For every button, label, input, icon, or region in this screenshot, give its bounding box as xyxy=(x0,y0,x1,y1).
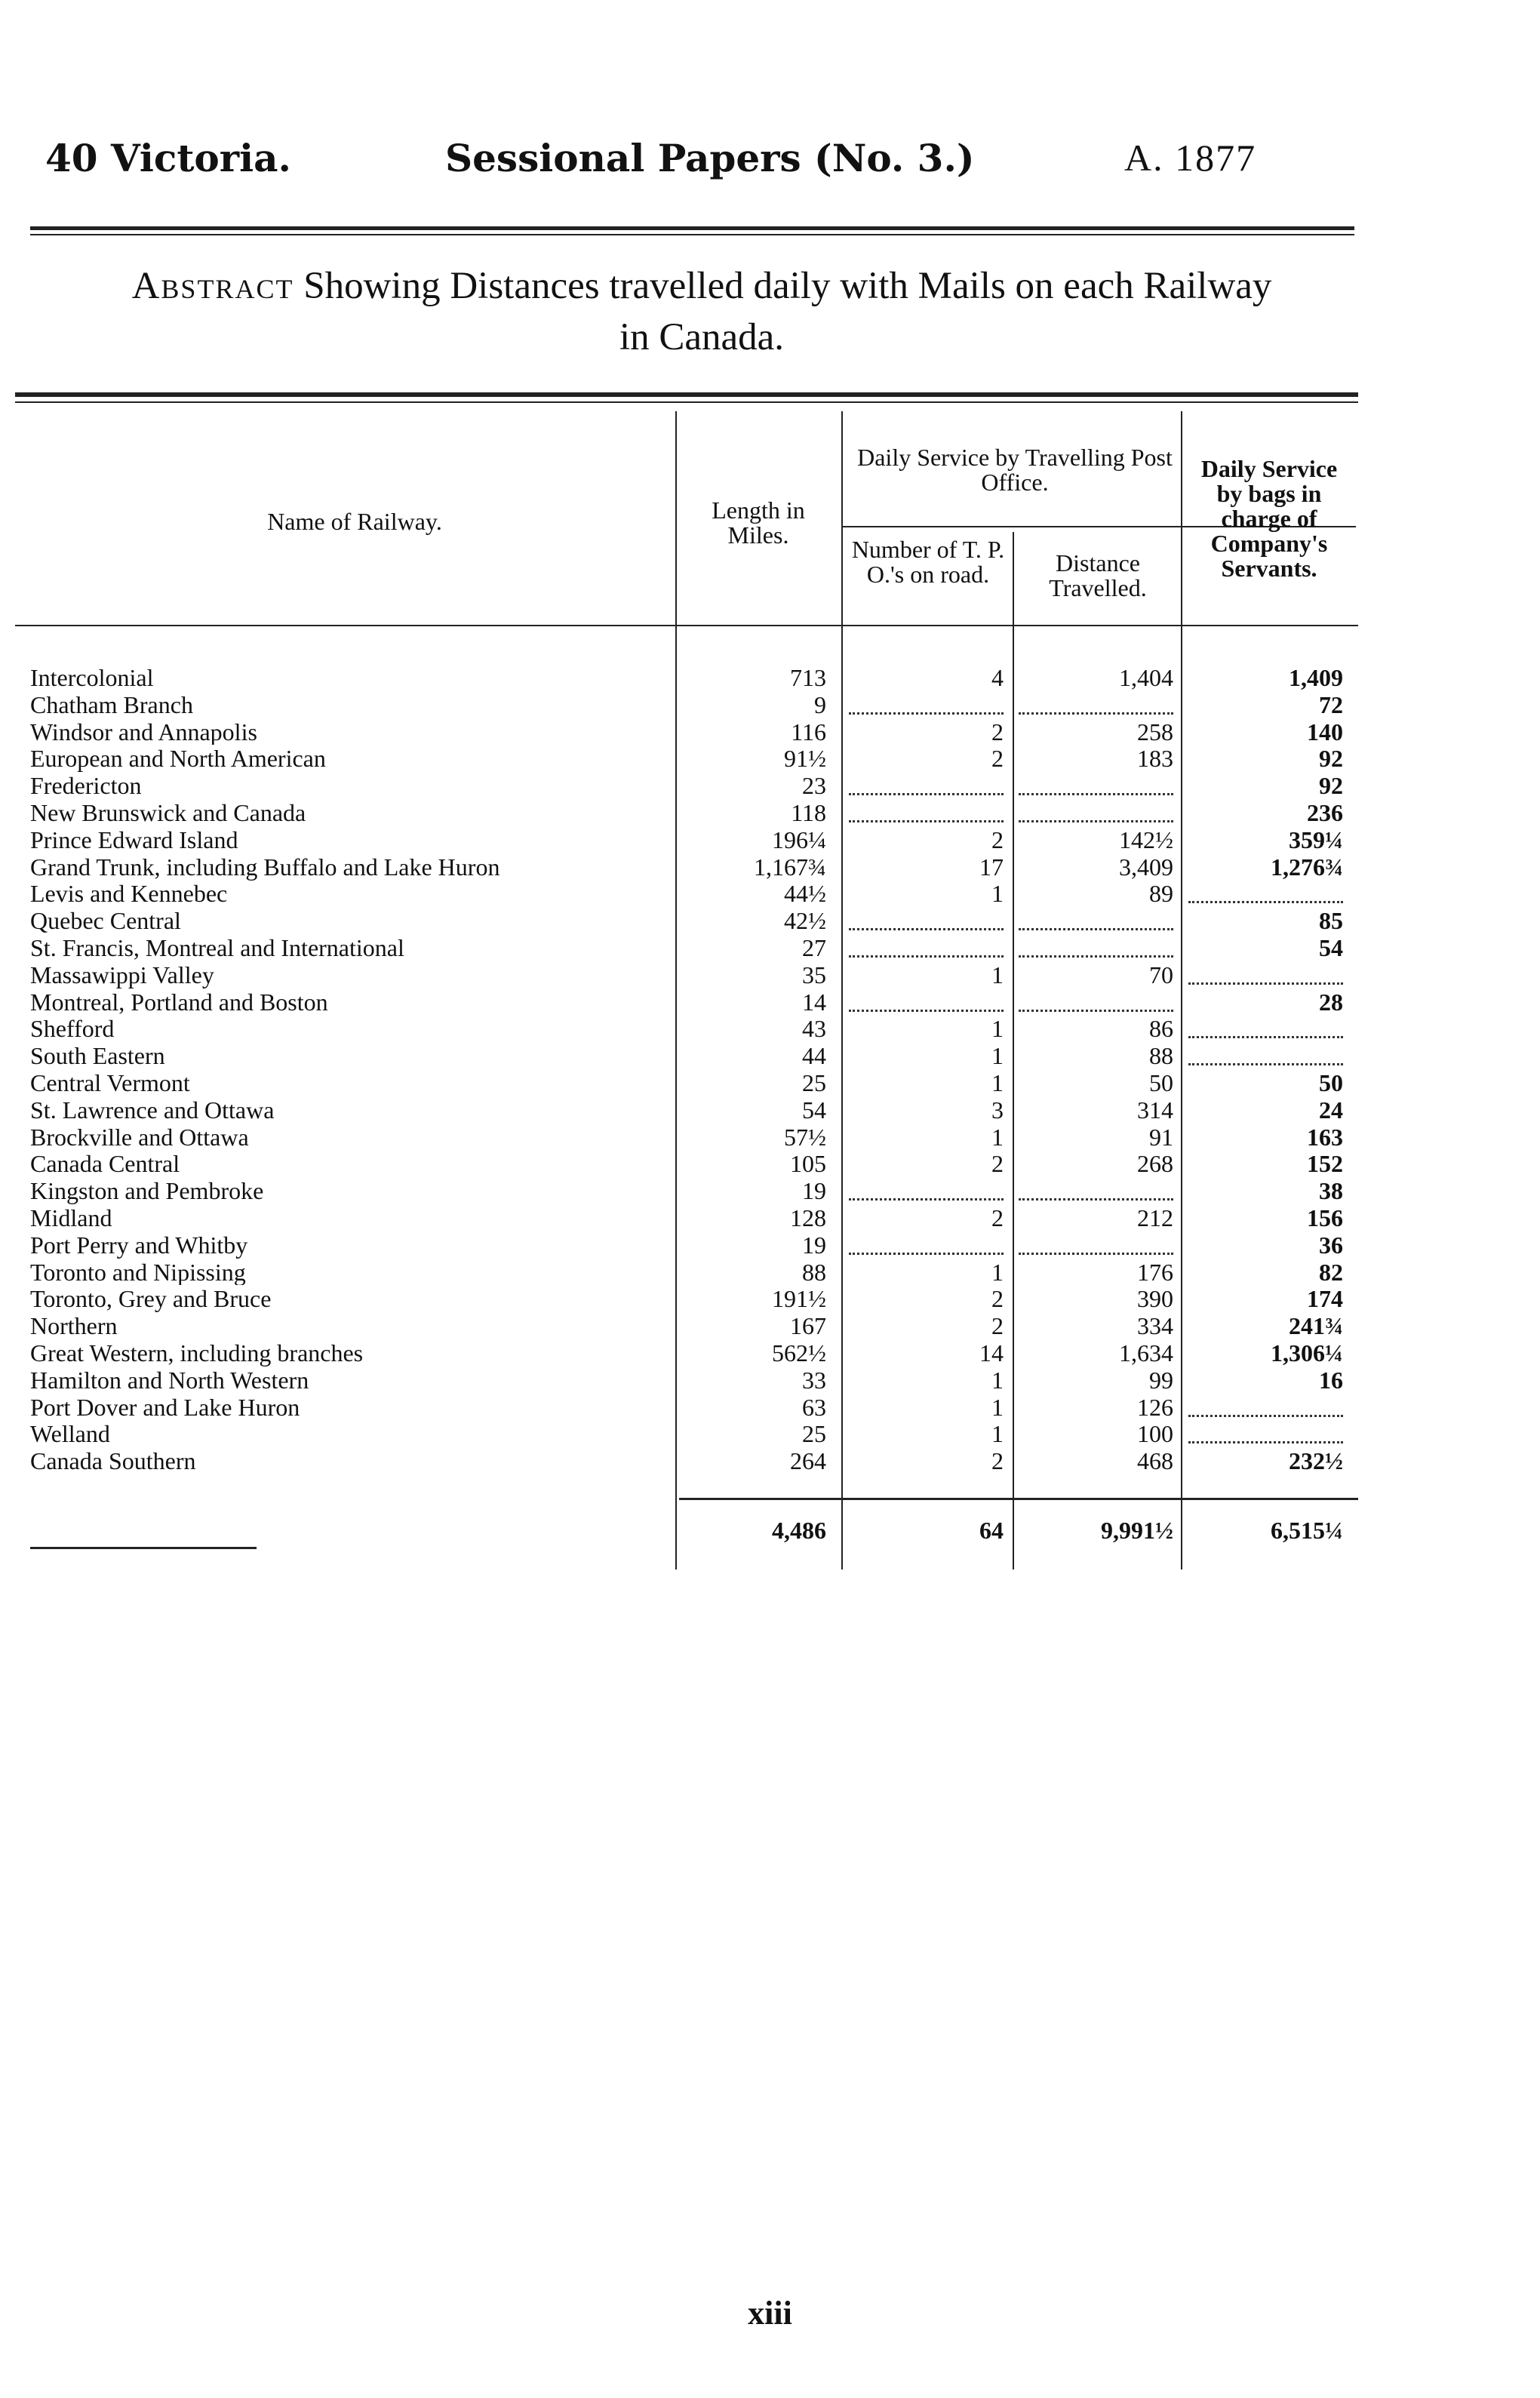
bags-service-cell: 156 xyxy=(1307,1204,1343,1231)
col-header-name: Name of Railway. xyxy=(267,508,442,535)
railway-name-label: St. Lawrence and Ottawa xyxy=(30,1096,277,1124)
length-cell: 118 xyxy=(791,799,826,826)
tpo-count-cell: 2 xyxy=(991,825,1004,853)
distance-cell: 390 xyxy=(1137,1285,1173,1313)
railway-name-label: Intercolonial xyxy=(30,664,156,691)
tpo-count-cell: 3 xyxy=(991,1096,1004,1124)
railway-name xyxy=(30,1339,668,1367)
empty-distance-cell xyxy=(1019,934,1173,958)
table-row xyxy=(0,1204,1540,1231)
railway-name xyxy=(30,1231,668,1259)
empty-distance-cell xyxy=(1019,772,1173,795)
length-cell: 264 xyxy=(790,1447,826,1475)
empty-tpo-count-cell xyxy=(849,907,1004,930)
bags-service-cell: 163 xyxy=(1307,1123,1343,1151)
table-row xyxy=(0,745,1540,771)
railway-name xyxy=(30,1069,668,1097)
length-cell: 25 xyxy=(802,1420,826,1448)
railway-name-label: Windsor and Annapolis xyxy=(30,718,260,746)
railway-name xyxy=(30,745,668,773)
bags-service-cell: 92 xyxy=(1319,745,1343,773)
table-row xyxy=(0,961,1540,988)
header-papers: Sessional Papers (No. 3.) xyxy=(445,136,975,180)
total-bags: 6,515¼ xyxy=(1271,1517,1343,1544)
header-rule-thin xyxy=(30,234,1354,235)
table-row xyxy=(0,1447,1540,1474)
page-title xyxy=(45,260,1358,363)
empty-distance-cell xyxy=(1019,1177,1173,1201)
railway-name xyxy=(30,718,668,746)
tpo-count-cell: 2 xyxy=(991,745,1004,773)
tpo-count-cell: 1 xyxy=(991,1393,1004,1421)
distance-cell: 183 xyxy=(1137,745,1173,773)
railway-name-label: Kingston and Pembroke xyxy=(30,1177,266,1204)
distance-cell: 258 xyxy=(1137,718,1173,746)
tpo-count-cell: 2 xyxy=(991,718,1004,746)
table-row xyxy=(0,799,1540,825)
railway-name-label: Hamilton and North Western xyxy=(30,1367,312,1394)
distance-cell: 86 xyxy=(1149,1015,1173,1043)
length-cell: 1,167¾ xyxy=(754,853,826,881)
railway-name-label: Shefford xyxy=(30,1015,117,1042)
railway-name xyxy=(30,1177,668,1205)
length-cell: 116 xyxy=(791,718,826,746)
empty-bags-service-cell xyxy=(1188,1394,1343,1417)
title-line2: in Canada. xyxy=(619,316,785,358)
distance-cell: 70 xyxy=(1149,961,1173,988)
table-row xyxy=(0,1285,1540,1311)
railway-name-label: St. Francis, Montreal and International xyxy=(30,934,407,961)
empty-tpo-count-cell xyxy=(849,799,1004,822)
tpo-count-cell: 17 xyxy=(979,853,1004,881)
length-cell: 128 xyxy=(790,1204,826,1231)
length-cell: 35 xyxy=(802,961,826,988)
length-cell: 25 xyxy=(802,1069,826,1096)
length-cell: 42½ xyxy=(784,907,826,935)
table-top-rule xyxy=(15,392,1358,397)
tpo-count-cell: 1 xyxy=(991,1015,1004,1043)
railway-name-label: Great Western, including branches xyxy=(30,1339,366,1367)
railway-name-label: Canada Southern xyxy=(30,1447,199,1474)
bags-service-cell: 24 xyxy=(1319,1096,1343,1124)
totals-rule xyxy=(679,1498,1358,1500)
bags-service-cell: 236 xyxy=(1307,799,1343,826)
railway-name-label: Toronto, Grey and Bruce xyxy=(30,1285,274,1312)
table-row xyxy=(0,988,1540,1015)
railway-name xyxy=(30,1259,668,1287)
railway-name xyxy=(30,907,668,935)
distance-cell: 468 xyxy=(1137,1447,1173,1475)
table-row xyxy=(0,1259,1540,1285)
table-row xyxy=(0,1312,1540,1339)
tpo-count-cell: 2 xyxy=(991,1150,1004,1178)
tpo-count-cell: 1 xyxy=(991,1420,1004,1448)
table-row xyxy=(0,1069,1540,1096)
empty-distance-cell xyxy=(1019,988,1173,1012)
empty-tpo-count-cell xyxy=(849,1231,1004,1255)
leader-dots xyxy=(30,1036,668,1038)
tpo-count-cell: 1 xyxy=(991,1042,1004,1070)
railway-name xyxy=(30,1096,668,1124)
railway-name xyxy=(30,1394,668,1422)
distance-cell: 212 xyxy=(1137,1204,1173,1231)
railway-name-label: Port Dover and Lake Huron xyxy=(30,1394,303,1421)
distance-cell: 99 xyxy=(1149,1366,1173,1394)
railway-name-label: Canada Central xyxy=(30,1150,183,1177)
railway-name xyxy=(30,1124,668,1151)
length-cell: 23 xyxy=(802,772,826,800)
empty-distance-cell xyxy=(1019,1231,1173,1255)
tpo-count-cell: 1 xyxy=(991,880,1004,908)
railway-name xyxy=(30,1312,668,1340)
length-cell: 33 xyxy=(802,1366,826,1394)
empty-tpo-count-cell xyxy=(849,934,1004,958)
table-row xyxy=(0,664,1540,690)
length-cell: 54 xyxy=(802,1096,826,1124)
distance-cell: 50 xyxy=(1149,1069,1173,1096)
table-row xyxy=(0,907,1540,933)
empty-bags-service-cell xyxy=(1188,1015,1343,1038)
railway-name-label: Fredericton xyxy=(30,772,145,799)
length-cell: 191½ xyxy=(772,1285,826,1313)
distance-cell: 1,404 xyxy=(1119,664,1173,691)
distance-cell: 100 xyxy=(1137,1420,1173,1448)
empty-tpo-count-cell xyxy=(849,1177,1004,1201)
railway-name-label: Central Vermont xyxy=(30,1069,193,1096)
tpo-count-cell: 2 xyxy=(991,1285,1004,1313)
railway-name-label: Toronto and Nipissing xyxy=(30,1259,249,1286)
bags-service-cell: 36 xyxy=(1319,1231,1343,1259)
railway-name xyxy=(30,934,668,962)
empty-tpo-count-cell xyxy=(849,988,1004,1012)
table-row xyxy=(0,1231,1540,1258)
railway-name-label: Brockville and Ottawa xyxy=(30,1124,252,1151)
col-header-length: Length in Miles. xyxy=(712,497,805,549)
table-row xyxy=(0,1367,1540,1393)
bags-service-cell: 85 xyxy=(1319,907,1343,935)
distance-cell: 176 xyxy=(1137,1258,1173,1286)
bags-service-cell: 72 xyxy=(1319,690,1343,718)
railway-name xyxy=(30,1042,668,1070)
length-cell: 167 xyxy=(790,1312,826,1340)
table-row xyxy=(0,718,1540,745)
total-tpo: 64 xyxy=(979,1517,1004,1544)
length-cell: 91½ xyxy=(784,745,826,773)
railway-name xyxy=(30,961,668,989)
distance-cell: 89 xyxy=(1149,880,1173,908)
bags-service-cell: 359¼ xyxy=(1289,825,1343,853)
distance-cell: 88 xyxy=(1149,1042,1173,1070)
railway-name-label: Montreal, Portland and Boston xyxy=(30,988,331,1016)
railway-name-label: Levis and Kennebec xyxy=(30,880,230,907)
empty-bags-service-cell xyxy=(1188,961,1343,985)
title-abstract: Abstract xyxy=(131,265,294,307)
bags-service-cell: 1,306¼ xyxy=(1271,1339,1343,1367)
railway-name-label: Quebec Central xyxy=(30,907,184,934)
bags-service-cell: 140 xyxy=(1307,718,1343,746)
table-row xyxy=(0,1015,1540,1041)
tpo-count-cell: 1 xyxy=(991,1366,1004,1394)
railway-name-label: Midland xyxy=(30,1204,115,1231)
header-rule xyxy=(30,226,1354,230)
total-distance: 9,991½ xyxy=(1101,1517,1173,1544)
leader-dots xyxy=(30,1333,668,1336)
tpo-count-cell: 2 xyxy=(991,1312,1004,1340)
bags-service-cell: 1,409 xyxy=(1289,664,1343,691)
length-cell: 196¼ xyxy=(772,825,826,853)
railway-name xyxy=(30,1015,668,1043)
bags-service-cell: 54 xyxy=(1319,934,1343,961)
header-year: A. 1877 xyxy=(1124,137,1257,179)
empty-distance-cell xyxy=(1019,799,1173,822)
railway-name xyxy=(30,664,668,692)
railway-name xyxy=(30,880,668,908)
bags-service-cell: 92 xyxy=(1319,772,1343,800)
bags-service-cell: 16 xyxy=(1319,1366,1343,1394)
empty-tpo-count-cell xyxy=(849,772,1004,795)
bags-service-cell: 232½ xyxy=(1289,1447,1343,1475)
table-row xyxy=(0,880,1540,906)
tpo-count-cell: 1 xyxy=(991,1123,1004,1151)
length-cell: 19 xyxy=(802,1177,826,1205)
railway-name xyxy=(30,1447,668,1475)
table-row xyxy=(0,691,1540,718)
table-row xyxy=(0,772,1540,798)
railway-name xyxy=(30,799,668,827)
distance-cell: 142½ xyxy=(1119,825,1173,853)
length-cell: 27 xyxy=(802,934,826,961)
railway-name-label: Massawippi Valley xyxy=(30,961,217,988)
railway-name-label: Chatham Branch xyxy=(30,691,196,718)
railway-name xyxy=(30,826,668,854)
bags-service-cell: 1,276¾ xyxy=(1271,853,1343,881)
table-row xyxy=(0,1339,1540,1366)
table-row xyxy=(0,1124,1540,1150)
railway-name-label: New Brunswick and Canada xyxy=(30,799,309,826)
tpo-count-cell: 2 xyxy=(991,1447,1004,1475)
length-cell: 14 xyxy=(802,988,826,1016)
bags-service-cell: 174 xyxy=(1307,1285,1343,1313)
distance-cell: 3,409 xyxy=(1119,853,1173,881)
table-bottom-rule xyxy=(30,1547,257,1549)
length-cell: 44 xyxy=(802,1042,826,1070)
railway-name-label: Prince Edward Island xyxy=(30,826,241,853)
table-row xyxy=(0,1150,1540,1176)
table-row xyxy=(0,934,1540,961)
railway-name xyxy=(30,772,668,800)
railway-name xyxy=(30,988,668,1016)
bags-service-cell: 82 xyxy=(1319,1258,1343,1286)
distance-cell: 314 xyxy=(1137,1096,1173,1124)
railway-name xyxy=(30,1150,668,1178)
railway-name xyxy=(30,1285,668,1313)
railway-name-label: Port Perry and Whitby xyxy=(30,1231,251,1259)
leader-dots xyxy=(30,1441,668,1443)
empty-bags-service-cell xyxy=(1188,1042,1343,1065)
empty-bags-service-cell xyxy=(1188,880,1343,903)
distance-cell: 91 xyxy=(1149,1123,1173,1151)
length-cell: 57½ xyxy=(784,1123,826,1151)
total-length: 4,486 xyxy=(772,1517,826,1544)
length-cell: 44½ xyxy=(784,880,826,908)
length-cell: 19 xyxy=(802,1231,826,1259)
tpo-count-cell: 1 xyxy=(991,961,1004,988)
railway-name-label: Grand Trunk, including Buffalo and Lake Huron xyxy=(30,853,503,881)
length-cell: 562½ xyxy=(772,1339,826,1367)
tpo-count-cell: 14 xyxy=(979,1339,1004,1367)
distance-cell: 126 xyxy=(1137,1393,1173,1421)
length-cell: 43 xyxy=(802,1015,826,1043)
table-row xyxy=(0,1042,1540,1068)
col-header-bags: Daily Service by bags in charge of Company's Servants. xyxy=(1200,455,1338,582)
bags-service-cell: 38 xyxy=(1319,1177,1343,1205)
railway-name-label: Welland xyxy=(30,1420,113,1447)
empty-tpo-count-cell xyxy=(849,691,1004,715)
title-line1: Showing Distances travelled daily with Mails on each Railway xyxy=(303,265,1272,307)
empty-distance-cell xyxy=(1019,691,1173,715)
page-folio: xiii xyxy=(748,2295,792,2332)
railway-name xyxy=(30,1420,668,1448)
railway-name xyxy=(30,1367,668,1394)
bags-service-cell: 152 xyxy=(1307,1150,1343,1178)
tpo-count-cell: 2 xyxy=(991,1204,1004,1231)
leader-dots xyxy=(30,1225,668,1228)
bags-service-cell: 50 xyxy=(1319,1069,1343,1096)
length-cell: 713 xyxy=(790,664,826,691)
railway-name-label: European and North American xyxy=(30,745,329,772)
table-row xyxy=(0,1096,1540,1123)
length-cell: 9 xyxy=(814,690,826,718)
railway-name xyxy=(30,691,668,719)
col-header-number-tpo: Number of T. P. O.'s on road. xyxy=(851,536,1005,588)
bags-service-cell: 28 xyxy=(1319,988,1343,1016)
table-row xyxy=(0,853,1540,880)
col-header-daily-service: Daily Service by Travelling Post Office. xyxy=(857,444,1173,496)
table-top-rule-thin xyxy=(15,401,1358,403)
table-row xyxy=(0,1177,1540,1204)
railway-name xyxy=(30,1204,668,1232)
distance-cell: 268 xyxy=(1137,1150,1173,1178)
length-cell: 105 xyxy=(790,1150,826,1178)
distance-cell: 334 xyxy=(1137,1312,1173,1340)
col-header-distance: Distance Travelled. xyxy=(1049,549,1147,601)
length-cell: 63 xyxy=(802,1393,826,1421)
railway-name-label: Northern xyxy=(30,1312,121,1339)
length-cell: 88 xyxy=(802,1258,826,1286)
distance-cell: 1,634 xyxy=(1119,1339,1173,1367)
railway-name-label: South Eastern xyxy=(30,1042,168,1069)
header-session: 40 Victoria. xyxy=(45,136,291,180)
tpo-count-cell: 1 xyxy=(991,1258,1004,1286)
empty-distance-cell xyxy=(1019,907,1173,930)
railway-name xyxy=(30,853,668,881)
bags-service-cell: 241¾ xyxy=(1289,1312,1343,1340)
header-bottom-rule xyxy=(15,625,1358,626)
empty-bags-service-cell xyxy=(1188,1420,1343,1443)
table-row xyxy=(0,826,1540,853)
tpo-count-cell: 4 xyxy=(991,664,1004,691)
tpo-count-cell: 1 xyxy=(991,1069,1004,1096)
table-row xyxy=(0,1394,1540,1420)
table-row xyxy=(0,1420,1540,1446)
